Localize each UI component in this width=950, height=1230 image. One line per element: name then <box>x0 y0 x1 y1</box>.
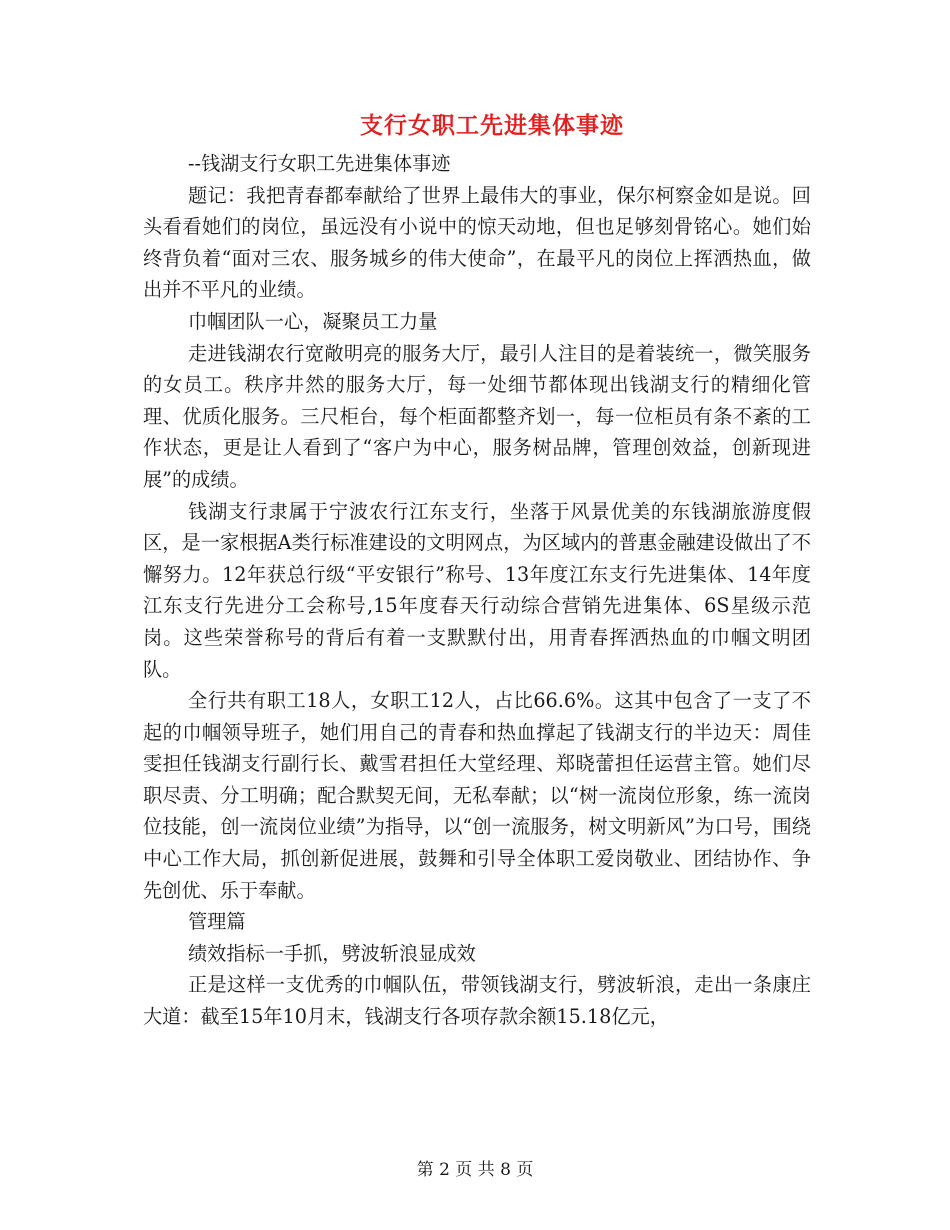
epigraph-paragraph: 题记：我把青春都奉献给了世界上最伟大的事业，保尔柯察金如是说。回头看看她们的岗位，虽远没有小说中的惊天动地，但也足够刻骨铭心。她们始终背负着“面对三农、服务城乡的伟大使命”，在最平凡的岗位上挥洒热血，做出并不平凡的业绩。 <box>143 183 811 302</box>
section-heading: 管理篇 <box>188 910 246 934</box>
section-heading: 巾帼团队一心，凝聚员工力量 <box>188 309 438 333</box>
section-heading: 绩效指标一手抓，劈波斩浪显成效 <box>188 941 476 965</box>
body-paragraph: 走进钱湖农行宽敞明亮的服务大厅，最引人注目的是着装统一，微笑服务的女员工。秩序井然的服务大厅，每一处细节都体现出钱湖支行的精细化管理、优质化服务。三尺柜台，每个柜面都整齐划一，每一位柜员有条不紊的工作状态，更是让人看到了“客户为中心，服务树品牌，管理创效益，创新现进展”的成绩。 <box>143 341 811 491</box>
subtitle-paragraph: --钱湖支行女职工先进集体事迹 <box>188 152 451 175</box>
body-paragraph: 钱湖支行隶属于宁波农行江东支行，坐落于风景优美的东钱湖旅游度假区，是一家根据A类行标准建设的文明网点，为区域内的普惠金融建设做出了不懈努力。12年获总行级“平安银行”称号、13年度江东支行先进集体、14年度江东支行先进分工会称号,15年度春天行动综合营销先进集体、6S星级示范岗。这些荣誉称号的背后有着一支默默付出，用青春挥洒热血的巾帼文明团队。 <box>143 499 811 681</box>
document-page <box>143 106 811 1033</box>
body-paragraph: 正是这样一支优秀的巾帼队伍，带领钱湖支行，劈波斩浪，走出一条康庄大道：截至15年10月末，钱湖支行各项存款余额15.18亿元， <box>143 973 811 1029</box>
body-paragraph: 全行共有职工18人，女职工12人，占比66.6%。这其中包含了一支了不起的巾帼领导班子，她们用自己的青春和热血撑起了钱湖支行的半边天：周佳雯担任钱湖支行副行长、戴雪君担任大堂经理、郑晓蕾担任运营主管。她们尽职尽责、分工明确；配合默契无间，无私奉献；以“树一流岗位形象，练一流岗位技能，创一流岗位业绩”为指导，以“创一流服务，树文明新风”为口号，围绕中心工作大局，抓创新促进展，鼓舞和引导全体职工爱岗敬业、团结协作、争先创优、乐于奉献。 <box>143 689 811 902</box>
page-number-footer: 第 2 页 共 8 页 <box>416 1160 534 1180</box>
document-title: 支行女职工先进集体事迹 <box>360 112 624 139</box>
